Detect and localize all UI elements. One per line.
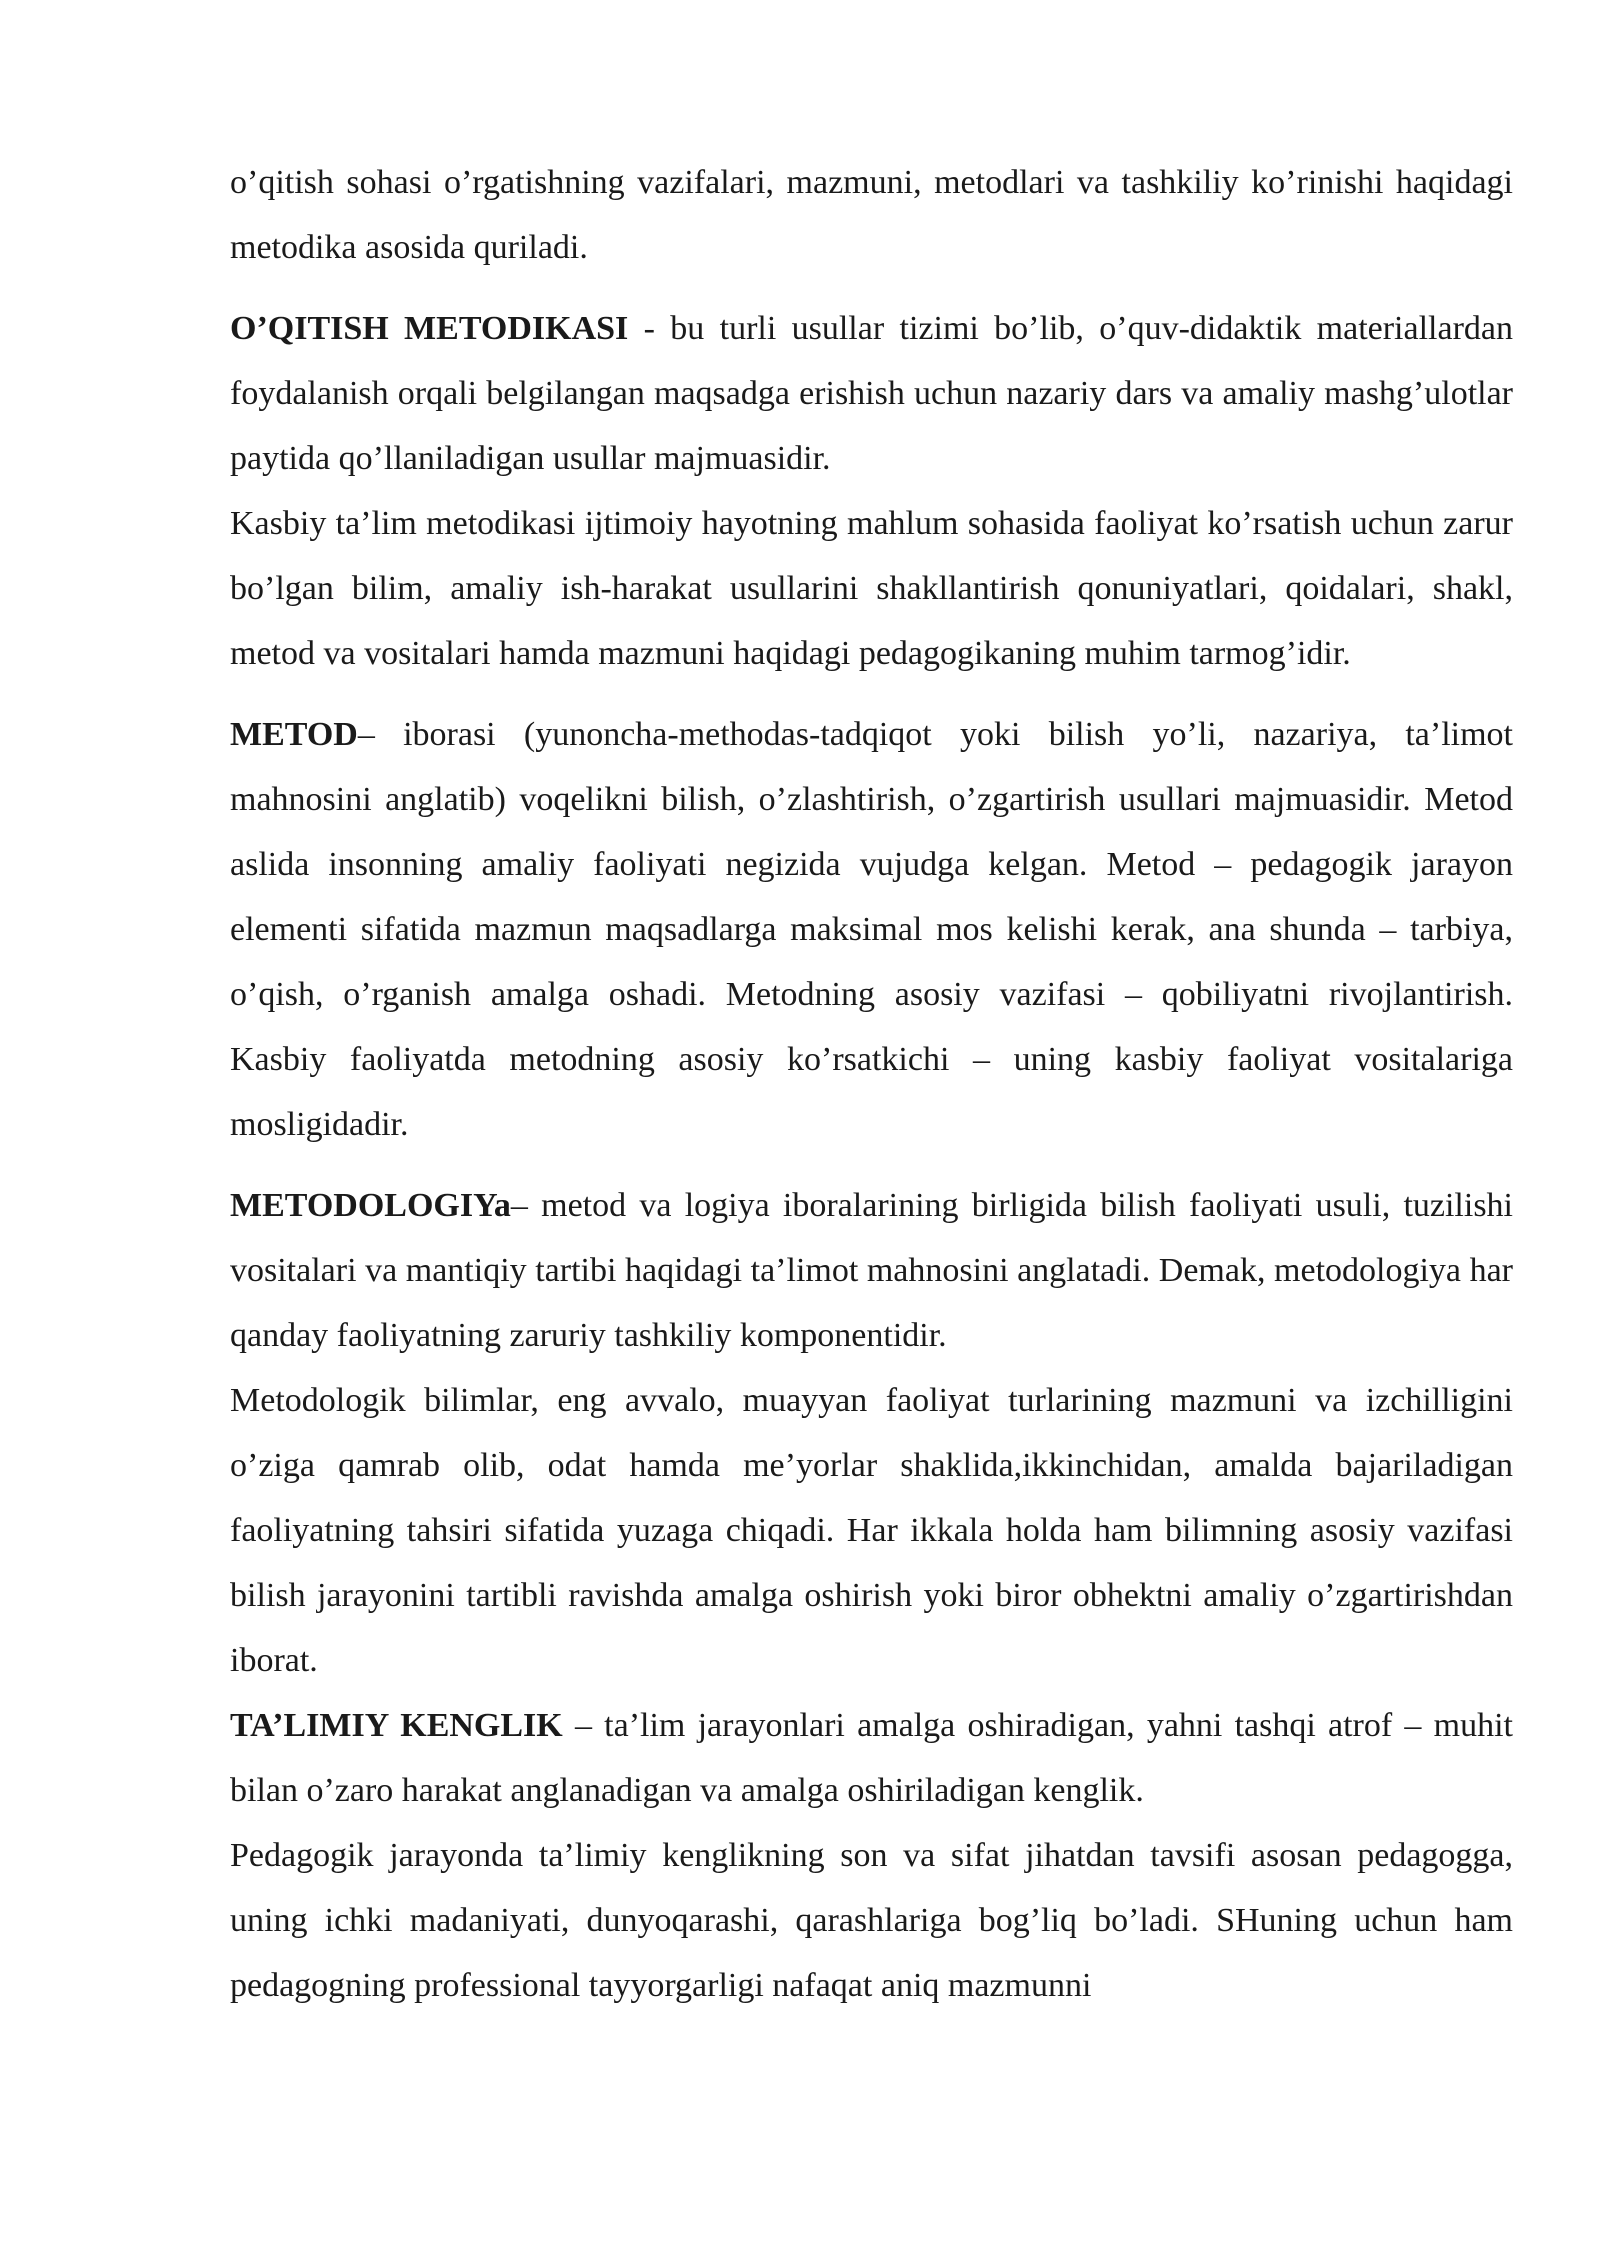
term-heading: METODOLOGIYa [230,1187,511,1224]
paragraph-oqitish-metodikasi [230,296,1513,491]
paragraph-text: – ta’lim jarayonlari amalga oshiradigan, yahni tashqi atrof – muhit bilan o’zaro harakat anglanadigan va amalga oshiriladigan kenglik. [230,1707,1513,1809]
paragraph-text: Kasbiy ta’lim metodikasi ijtimoiy hayotning mahlum sohasida faoliyat ko’rsatish uchun zarur bo’lgan bilim, amaliy ish-harakat usullarini shakllantirish qonuniyatlari, qoidalari, shakl, metod va vositalari hamda mazmuni haqidagi pedagogikaning muhim tarmog’idir. [230,505,1513,672]
paragraph-talimiy-kenglik [230,1693,1513,1823]
document-page [230,150,1513,2018]
paragraph-metodologiya [230,1173,1513,1368]
paragraph-text: - bu turli usullar tizimi bo’lib, o’quv-didaktik materiallardan foydalanish orqali belgilangan maqsadga erishish uchun nazariy dars va amaliy mashg’ulotlar paytida qo’llaniladigan usullar majmuasidir. [230,310,1513,477]
paragraph-metod [230,702,1513,1157]
paragraph-metodologik-bilimlar [230,1368,1513,1693]
paragraph-intro [230,150,1513,280]
paragraph-text: – iborasi (yunoncha-methodas-tadqiqot yoki bilish yo’li, nazariya, ta’limot mahnosini anglatib) voqelikni bilish, o’zlashtirish, o’zgartirish usullari majmuasidir. Metod aslida insonning amaliy faoliyati negizida vujudga kelgan. Metod – pedagogik jarayon elementi sifatida mazmun maqsadlarga maksimal mos kelishi kerak, ana shunda – tarbiya, o’qish, o’rganish amalga oshadi. Metodning asosiy vazifasi – qobiliyatni rivojlantirish. Kasbiy faoliyatda metodning asosiy ko’rsatkichi – uning kasbiy faoliyat vositalariga mosligidadir. [230,716,1513,1143]
term-heading: O’QITISH METODIKASI [230,310,629,347]
paragraph-kasbiy-talim [230,491,1513,686]
paragraph-text: Metodologik bilimlar, eng avvalo, muayyan faoliyat turlarining mazmuni va izchilligini o’ziga qamrab olib, odat hamda me’yorlar shaklida,ikkinchidan, amalda bajariladigan faoliyatning tahsiri sifatida yuzaga chiqadi. Har ikkala holda ham bilimning asosiy vazifasi bilish jarayonini tartibli ravishda amalga oshirish yoki biror obhektni amaliy o’zgartirishdan iborat. [230,1382,1513,1679]
paragraph-text: o’qitish sohasi o’rgatishning vazifalari, mazmuni, metodlari va tashkiliy ko’rinishi haqidagi metodika asosida quriladi. [230,164,1513,266]
paragraph-text: Pedagogik jarayonda ta’limiy kenglikning son va sifat jihatdan tavsifi asosan pedagogga, uning ichki madaniyati, dunyoqarashi, qarashlariga bog’liq bo’ladi. SHuning uchun ham pedagogning professional tayyorgarligi nafaqat aniq mazmunni [230,1837,1513,2004]
paragraph-text: – metod va logiya iboralarining birligida bilish faoliyati usuli, tuzilishi vositalari va mantiqiy tartibi haqidagi ta’limot mahnosini anglatadi. Demak, metodologiya har qanday faoliyatning zaruriy tashkiliy komponentidir. [230,1187,1513,1354]
paragraph-pedagogik-jarayon [230,1823,1513,2018]
term-heading: METOD [230,716,358,753]
term-heading: TA’LIMIY KENGLIK [230,1707,563,1744]
